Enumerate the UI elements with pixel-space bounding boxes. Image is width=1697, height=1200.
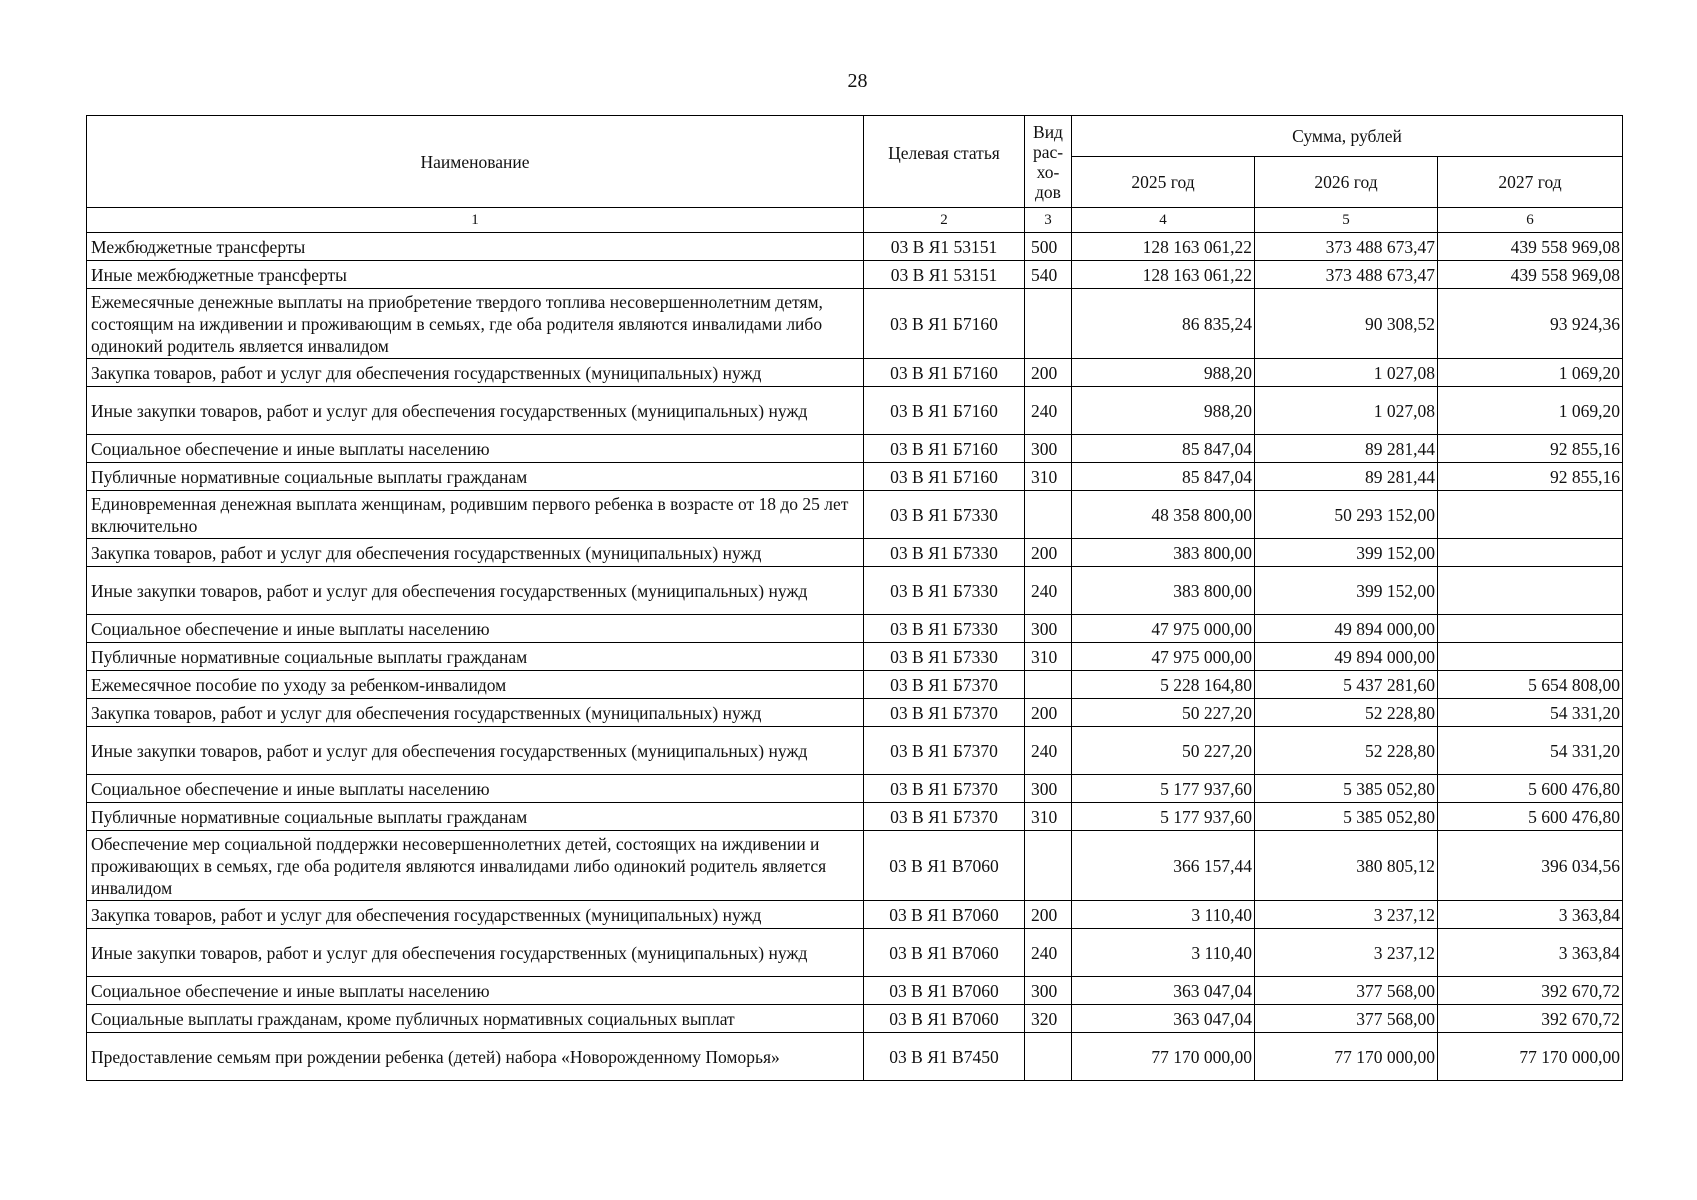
row-code: 03 В Я1 Б7330: [864, 567, 1025, 615]
header-kind-line3: хо-: [1036, 161, 1060, 182]
row-kind: 200: [1025, 699, 1072, 727]
row-amount-2026: 49 894 000,00: [1255, 643, 1438, 671]
column-number: 2: [864, 208, 1025, 233]
row-amount-2026: 89 281,44: [1255, 435, 1438, 463]
table-row: [87, 831, 1623, 901]
row-name: Обеспечение мер социальной поддержки несовершеннолетних детей, состоящих на иждивении и проживающих в семьях, где оба родителя являются инвалидами либо одинокий родитель является инвалидом: [87, 831, 864, 901]
row-code: 03 В Я1 Б7160: [864, 387, 1025, 435]
row-amount-2027: 54 331,20: [1438, 727, 1623, 775]
row-amount-2027: [1438, 539, 1623, 567]
row-name: Социальное обеспечение и иные выплаты населению: [87, 615, 864, 643]
column-number: 6: [1438, 208, 1623, 233]
row-amount-2025: 50 227,20: [1072, 699, 1255, 727]
row-amount-2025: 383 800,00: [1072, 539, 1255, 567]
header-2025: 2025 год: [1072, 157, 1255, 208]
row-amount-2027: [1438, 491, 1623, 539]
row-name: Иные закупки товаров, работ и услуг для обеспечения государственных (муниципальных) нужд: [87, 567, 864, 615]
row-name: Ежемесячные денежные выплаты на приобретение твердого топлива несовершеннолетним детям, состоящим на иждивении и проживающим в семьях, где оба родителя являются инвалидами либо одинокий родитель является инвалидом: [87, 289, 864, 359]
table-row: [87, 289, 1623, 359]
row-amount-2026: 5 385 052,80: [1255, 775, 1438, 803]
column-number: 1: [87, 208, 864, 233]
row-amount-2025: 47 975 000,00: [1072, 643, 1255, 671]
row-code: 03 В Я1 Б7330: [864, 539, 1025, 567]
table-row: [87, 387, 1623, 435]
row-amount-2026: 89 281,44: [1255, 463, 1438, 491]
row-amount-2026: 90 308,52: [1255, 289, 1438, 359]
row-name: Закупка товаров, работ и услуг для обеспечения государственных (муниципальных) нужд: [87, 901, 864, 929]
row-code: 03 В Я1 Б7330: [864, 491, 1025, 539]
row-amount-2026: 1 027,08: [1255, 387, 1438, 435]
row-amount-2027: 396 034,56: [1438, 831, 1623, 901]
row-amount-2026: 377 568,00: [1255, 1005, 1438, 1033]
row-name: Социальное обеспечение и иные выплаты населению: [87, 775, 864, 803]
row-amount-2025: 366 157,44: [1072, 831, 1255, 901]
column-number: 3: [1025, 208, 1072, 233]
row-kind: [1025, 289, 1072, 359]
row-amount-2025: 5 177 937,60: [1072, 775, 1255, 803]
row-amount-2026: 52 228,80: [1255, 699, 1438, 727]
row-amount-2025: 50 227,20: [1072, 727, 1255, 775]
row-amount-2026: 5 437 281,60: [1255, 671, 1438, 699]
row-kind: 540: [1025, 261, 1072, 289]
row-kind: [1025, 491, 1072, 539]
row-kind: 240: [1025, 387, 1072, 435]
row-amount-2025: 5 228 164,80: [1072, 671, 1255, 699]
row-amount-2025: 128 163 061,22: [1072, 261, 1255, 289]
row-amount-2027: 5 654 808,00: [1438, 671, 1623, 699]
row-code: 03 В Я1 Б7330: [864, 643, 1025, 671]
row-amount-2025: 3 110,40: [1072, 901, 1255, 929]
row-name: Ежемесячное пособие по уходу за ребенком-инвалидом: [87, 671, 864, 699]
row-name: Социальное обеспечение и иные выплаты населению: [87, 435, 864, 463]
table-header: [87, 116, 1623, 208]
row-name: Межбюджетные трансферты: [87, 233, 864, 261]
row-amount-2027: 54 331,20: [1438, 699, 1623, 727]
row-amount-2027: [1438, 615, 1623, 643]
row-amount-2026: 373 488 673,47: [1255, 261, 1438, 289]
row-code: 03 В Я1 Б7160: [864, 359, 1025, 387]
row-kind: [1025, 671, 1072, 699]
page-number: 28: [847, 70, 868, 92]
row-amount-2027: [1438, 567, 1623, 615]
table-row: [87, 435, 1623, 463]
row-amount-2026: 3 237,12: [1255, 901, 1438, 929]
row-amount-2025: 77 170 000,00: [1072, 1033, 1255, 1081]
row-name: Закупка товаров, работ и услуг для обеспечения государственных (муниципальных) нужд: [87, 699, 864, 727]
header-kind-line1: Вид: [1033, 121, 1063, 142]
row-code: 03 В Я1 Б7160: [864, 463, 1025, 491]
table-row: [87, 261, 1623, 289]
table-row: [87, 463, 1623, 491]
row-amount-2025: 988,20: [1072, 359, 1255, 387]
header-kind: [1025, 116, 1072, 208]
header-name: Наименование: [87, 116, 864, 208]
table-row: [87, 491, 1623, 539]
row-code: 03 В Я1 В7060: [864, 831, 1025, 901]
row-kind: 300: [1025, 435, 1072, 463]
column-number: 4: [1072, 208, 1255, 233]
row-amount-2026: 373 488 673,47: [1255, 233, 1438, 261]
row-name: Публичные нормативные социальные выплаты гражданам: [87, 463, 864, 491]
row-amount-2025: 85 847,04: [1072, 435, 1255, 463]
row-code: 03 В Я1 53151: [864, 233, 1025, 261]
row-name: Публичные нормативные социальные выплаты гражданам: [87, 803, 864, 831]
row-amount-2025: 383 800,00: [1072, 567, 1255, 615]
row-amount-2026: 49 894 000,00: [1255, 615, 1438, 643]
header-kind-line2: рас-: [1032, 141, 1064, 162]
header-target-label: Целевая статья: [888, 143, 1000, 163]
row-code: 03 В Я1 В7060: [864, 1005, 1025, 1033]
row-code: 03 В Я1 Б7330: [864, 615, 1025, 643]
row-kind: 300: [1025, 775, 1072, 803]
row-amount-2026: 399 152,00: [1255, 539, 1438, 567]
table-row: [87, 359, 1623, 387]
row-kind: 240: [1025, 567, 1072, 615]
row-amount-2026: 77 170 000,00: [1255, 1033, 1438, 1081]
row-code: 03 В Я1 Б7370: [864, 671, 1025, 699]
row-amount-2026: 1 027,08: [1255, 359, 1438, 387]
row-amount-2027: 392 670,72: [1438, 1005, 1623, 1033]
table-row: [87, 929, 1623, 977]
column-number: 5: [1255, 208, 1438, 233]
row-code: 03 В Я1 В7450: [864, 1033, 1025, 1081]
row-kind: 240: [1025, 929, 1072, 977]
table-row: [87, 901, 1623, 929]
row-kind: 310: [1025, 643, 1072, 671]
row-kind: 200: [1025, 901, 1072, 929]
row-kind: 300: [1025, 615, 1072, 643]
header-kind-line4: дов: [1035, 181, 1061, 202]
row-amount-2026: 50 293 152,00: [1255, 491, 1438, 539]
header-2026: 2026 год: [1255, 157, 1438, 208]
table-row: [87, 671, 1623, 699]
row-amount-2025: 86 835,24: [1072, 289, 1255, 359]
row-amount-2027: 1 069,20: [1438, 359, 1623, 387]
row-code: 03 В Я1 Б7370: [864, 699, 1025, 727]
row-amount-2026: 5 385 052,80: [1255, 803, 1438, 831]
row-name: Публичные нормативные социальные выплаты гражданам: [87, 643, 864, 671]
row-amount-2025: 48 358 800,00: [1072, 491, 1255, 539]
row-code: 03 В Я1 В7060: [864, 929, 1025, 977]
row-amount-2027: 3 363,84: [1438, 929, 1623, 977]
row-amount-2027: 93 924,36: [1438, 289, 1623, 359]
row-name: Иные закупки товаров, работ и услуг для обеспечения государственных (муниципальных) нужд: [87, 727, 864, 775]
row-kind: 200: [1025, 539, 1072, 567]
header-sum: Сумма, рублей: [1072, 116, 1623, 157]
row-name: Единовременная денежная выплата женщинам, родившим первого ребенка в возрасте от 18 до 25 лет включительно: [87, 491, 864, 539]
row-amount-2026: 380 805,12: [1255, 831, 1438, 901]
row-code: 03 В Я1 Б7160: [864, 435, 1025, 463]
row-amount-2026: 3 237,12: [1255, 929, 1438, 977]
row-kind: 310: [1025, 803, 1072, 831]
row-code: 03 В Я1 53151: [864, 261, 1025, 289]
row-amount-2027: 5 600 476,80: [1438, 775, 1623, 803]
row-name: Закупка товаров, работ и услуг для обеспечения государственных (муниципальных) нужд: [87, 359, 864, 387]
table-row: [87, 1005, 1623, 1033]
row-amount-2025: 47 975 000,00: [1072, 615, 1255, 643]
table-row: [87, 643, 1623, 671]
table-row: [87, 615, 1623, 643]
row-kind: 310: [1025, 463, 1072, 491]
row-amount-2027: 439 558 969,08: [1438, 261, 1623, 289]
row-code: 03 В Я1 В7060: [864, 977, 1025, 1005]
row-amount-2027: 92 855,16: [1438, 463, 1623, 491]
row-amount-2025: 988,20: [1072, 387, 1255, 435]
row-kind: 240: [1025, 727, 1072, 775]
row-amount-2027: 77 170 000,00: [1438, 1033, 1623, 1081]
row-code: 03 В Я1 Б7370: [864, 803, 1025, 831]
table-row: [87, 233, 1623, 261]
row-amount-2025: 85 847,04: [1072, 463, 1255, 491]
table-row: [87, 803, 1623, 831]
table-row: [87, 775, 1623, 803]
row-amount-2027: 439 558 969,08: [1438, 233, 1623, 261]
row-amount-2027: 392 670,72: [1438, 977, 1623, 1005]
column-number-row: [87, 208, 1623, 233]
row-kind: 500: [1025, 233, 1072, 261]
row-amount-2027: 92 855,16: [1438, 435, 1623, 463]
row-amount-2027: [1438, 643, 1623, 671]
table-row: [87, 539, 1623, 567]
row-name: Социальное обеспечение и иные выплаты населению: [87, 977, 864, 1005]
row-amount-2025: 5 177 937,60: [1072, 803, 1255, 831]
row-amount-2026: 52 228,80: [1255, 727, 1438, 775]
table-body: [87, 208, 1623, 1081]
row-amount-2026: 377 568,00: [1255, 977, 1438, 1005]
header-target: [864, 116, 1025, 208]
row-name: Социальные выплаты гражданам, кроме публичных нормативных социальных выплат: [87, 1005, 864, 1033]
row-kind: 200: [1025, 359, 1072, 387]
row-name: Предоставление семьям при рождении ребенка (детей) набора «Новорожденному Поморья»: [87, 1033, 864, 1081]
row-amount-2027: 1 069,20: [1438, 387, 1623, 435]
table-row: [87, 699, 1623, 727]
row-amount-2027: 5 600 476,80: [1438, 803, 1623, 831]
row-name: Иные закупки товаров, работ и услуг для обеспечения государственных (муниципальных) нужд: [87, 387, 864, 435]
table-row: [87, 567, 1623, 615]
row-name: Закупка товаров, работ и услуг для обеспечения государственных (муниципальных) нужд: [87, 539, 864, 567]
row-kind: 300: [1025, 977, 1072, 1005]
row-amount-2025: 3 110,40: [1072, 929, 1255, 977]
budget-table: [86, 115, 1623, 1081]
row-kind: 320: [1025, 1005, 1072, 1033]
row-amount-2025: 128 163 061,22: [1072, 233, 1255, 261]
table-row: [87, 727, 1623, 775]
row-amount-2026: 399 152,00: [1255, 567, 1438, 615]
row-name: Иные закупки товаров, работ и услуг для обеспечения государственных (муниципальных) нужд: [87, 929, 864, 977]
row-code: 03 В Я1 В7060: [864, 901, 1025, 929]
row-amount-2025: 363 047,04: [1072, 1005, 1255, 1033]
row-kind: [1025, 1033, 1072, 1081]
table-row: [87, 1033, 1623, 1081]
row-code: 03 В Я1 Б7370: [864, 727, 1025, 775]
row-amount-2027: 3 363,84: [1438, 901, 1623, 929]
row-code: 03 В Я1 Б7160: [864, 289, 1025, 359]
table-row: [87, 977, 1623, 1005]
header-2027: 2027 год: [1438, 157, 1623, 208]
row-code: 03 В Я1 Б7370: [864, 775, 1025, 803]
row-kind: [1025, 831, 1072, 901]
row-amount-2025: 363 047,04: [1072, 977, 1255, 1005]
row-name: Иные межбюджетные трансферты: [87, 261, 864, 289]
